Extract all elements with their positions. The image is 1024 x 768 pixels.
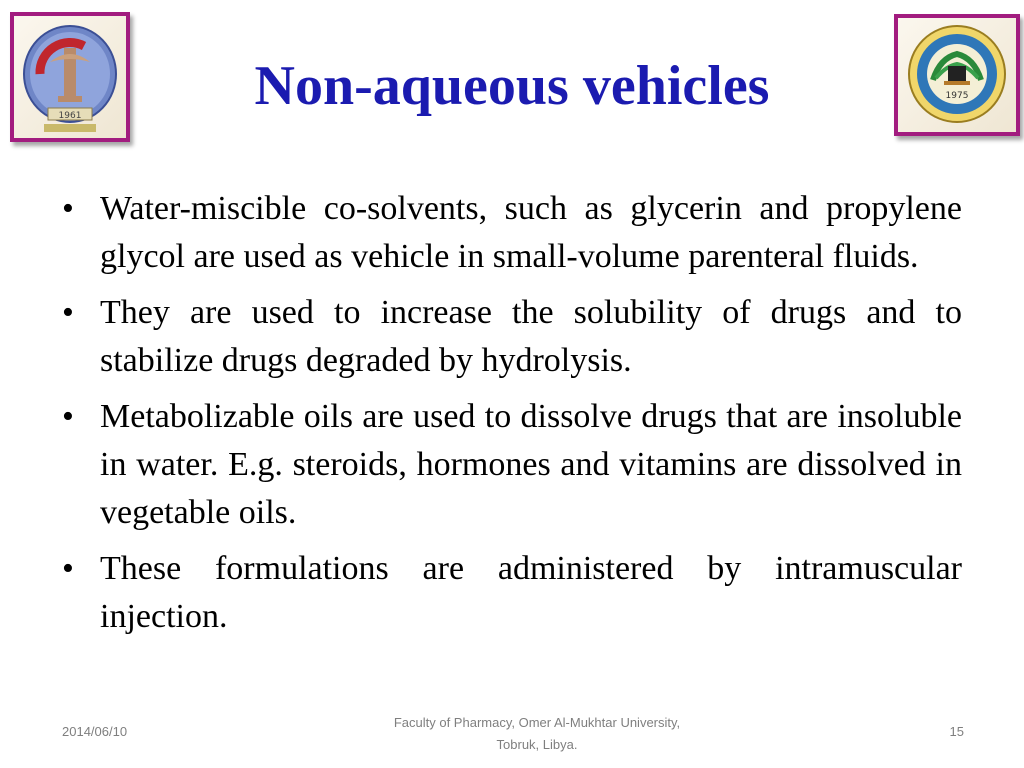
- university-logo: [894, 14, 1020, 136]
- faculty-emblem-icon: [14, 16, 126, 138]
- slide-title: Non-aqueous vehicles: [254, 55, 770, 117]
- bullet-text: These formulations are administered by intramuscular injection.: [100, 550, 962, 635]
- bullet-text: They are used to increase the solubility of drugs and to stabilize drugs degraded by hydrolysis.: [100, 294, 962, 379]
- bullet-item: [62, 393, 962, 537]
- university-seal-icon: [898, 18, 1016, 132]
- left-logo-year: 1961: [58, 111, 82, 121]
- right-logo-year: 1975: [945, 91, 969, 101]
- footer-institution-line1: Faculty of Pharmacy, Omer Al-Mukhtar University,: [393, 715, 681, 730]
- footer-institution: [337, 712, 737, 756]
- bullet-dot-icon: •: [62, 294, 74, 331]
- bullet-item: [62, 289, 962, 385]
- footer-institution-line2: Tobruk, Libya.: [496, 737, 578, 752]
- bullet-dot-icon: •: [62, 398, 74, 435]
- bullet-text: Water-miscible co-solvents, such as glycerin and propylene glycol are used as vehicle in small-volume parenteral fluids.: [100, 190, 962, 275]
- bullet-dot-icon: •: [62, 190, 74, 227]
- bullet-text: Metabolizable oils are used to dissolve drugs that are insoluble in water. E.g. steroids, hormones and vitamins are dissolved in vegetable oils.: [100, 398, 962, 531]
- page-number: 15: [949, 724, 964, 739]
- bullet-item: [62, 545, 962, 641]
- footer-date: 2014/06/10: [62, 724, 128, 739]
- faculty-logo: [10, 12, 130, 142]
- bullet-list: [62, 185, 962, 649]
- bullet-dot-icon: •: [62, 550, 74, 587]
- bullet-item: [62, 185, 962, 281]
